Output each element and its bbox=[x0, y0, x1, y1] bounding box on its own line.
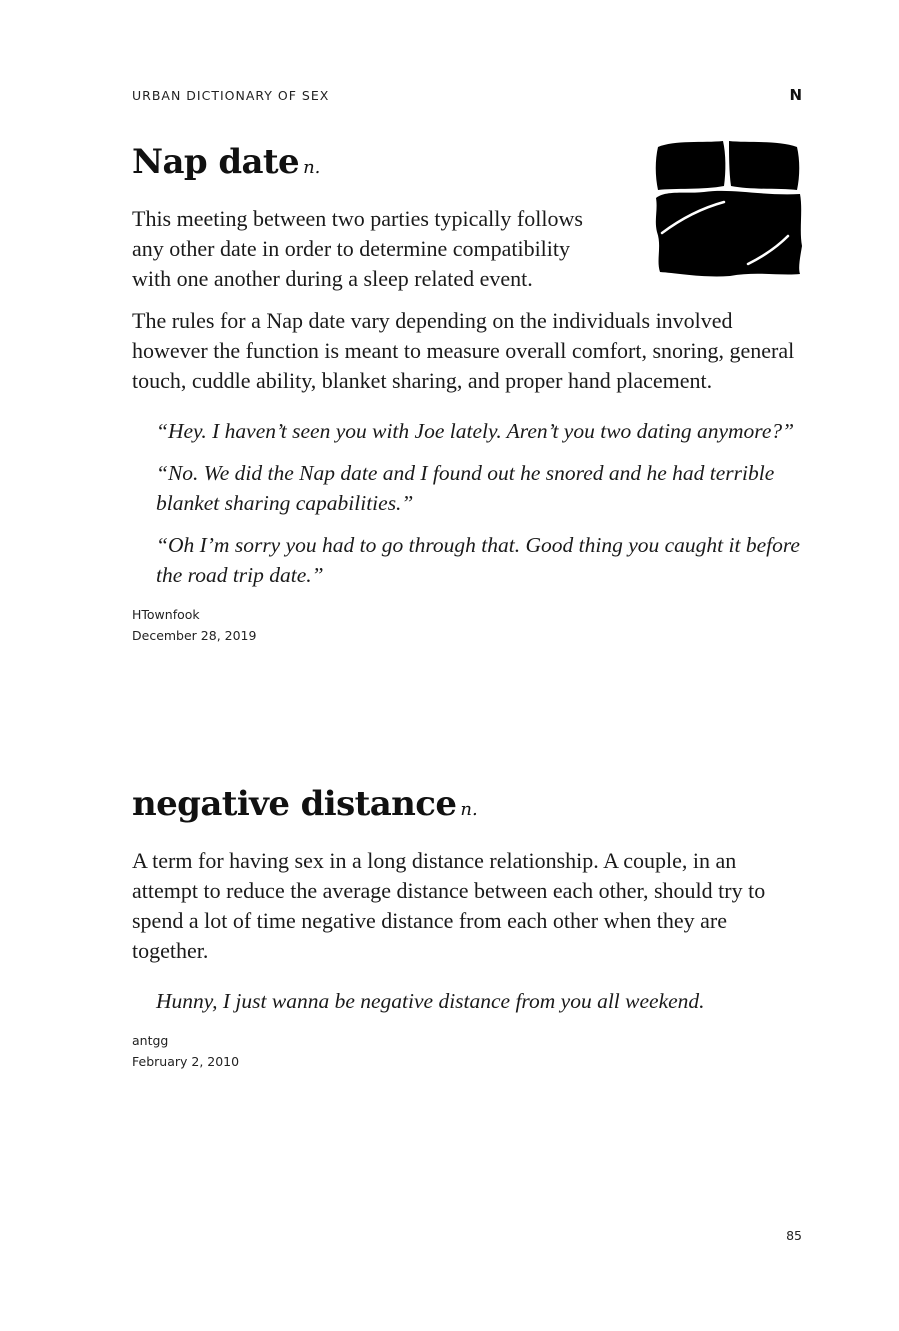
example-list bbox=[132, 986, 800, 1016]
page-number: 85 bbox=[786, 1228, 802, 1243]
example-quote: Hunny, I just wanna be negative distance from you all weekend. bbox=[156, 989, 705, 1013]
definition-paragraph: This meeting between two parties typically follows any other date in order to determine compatibility with one another during a sleep related event. bbox=[132, 206, 583, 291]
dictionary-entry-negative-distance bbox=[132, 782, 800, 1072]
entry-date: December 28, 2019 bbox=[132, 628, 257, 643]
part-of-speech: n. bbox=[460, 799, 478, 820]
byline bbox=[132, 1030, 800, 1072]
byline bbox=[132, 604, 800, 646]
headword-text: Nap date bbox=[132, 142, 300, 182]
example-list bbox=[132, 416, 800, 590]
headword bbox=[132, 782, 800, 832]
entry-date: February 2, 2010 bbox=[132, 1054, 240, 1069]
definition-paragraph: The rules for a Nap date vary depending on the individuals involved however the function is meant to measure overall comfort, snoring, general touch, cuddle ability, blanket sharing, and proper hand placement. bbox=[132, 308, 795, 393]
author-name: HTownfook bbox=[132, 607, 200, 622]
section-letter: N bbox=[789, 86, 802, 104]
example-quote: “Oh I’m sorry you had to go through that. Good thing you caught it before the road trip date.” bbox=[156, 533, 800, 587]
part-of-speech: n. bbox=[303, 157, 321, 178]
dictionary-entry-nap-date bbox=[132, 140, 800, 646]
headword-text: negative distance bbox=[132, 784, 457, 824]
author-name: antgg bbox=[132, 1033, 169, 1048]
headword bbox=[132, 140, 800, 190]
example-quote: “No. We did the Nap date and I found out he snored and he had terrible blanket sharing capabilities.” bbox=[156, 461, 775, 515]
running-head: URBAN DICTIONARY OF SEX bbox=[132, 88, 330, 103]
example-quote: “Hey. I haven’t seen you with Joe lately. Aren’t you two dating anymore?” bbox=[156, 419, 795, 443]
definition-paragraph: A term for having sex in a long distance relationship. A couple, in an attempt to reduce the average distance between each other, should try to spend a lot of time negative distance from each other when they are together. bbox=[132, 848, 766, 963]
